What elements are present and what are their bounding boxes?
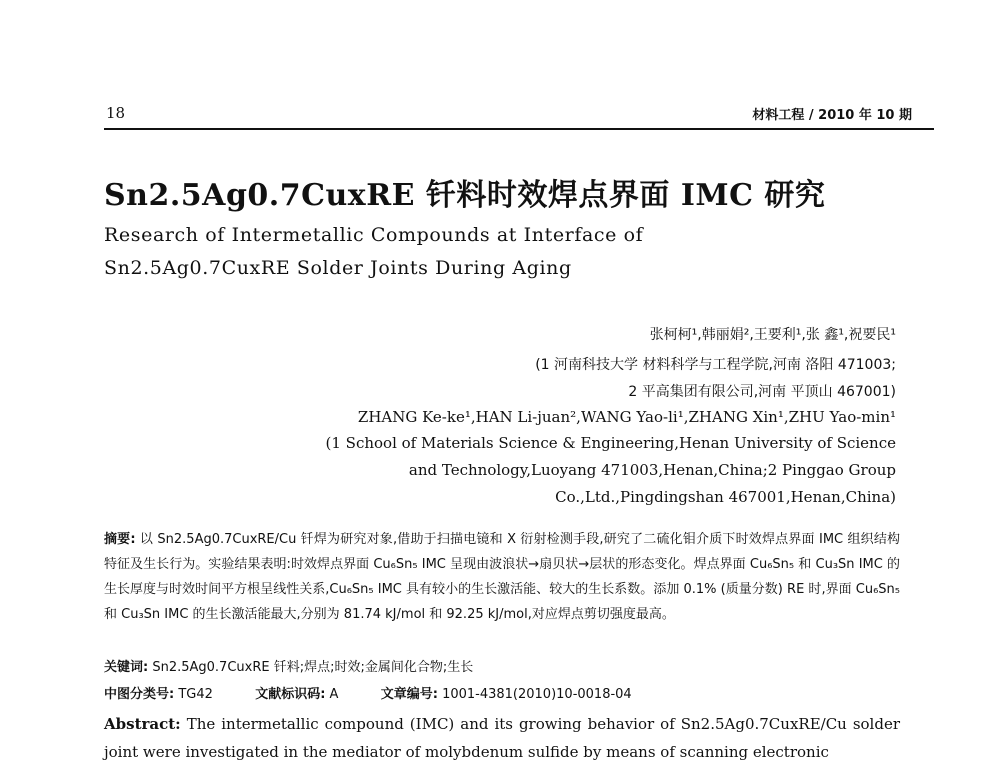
page-number: 18 xyxy=(106,104,126,122)
clc-value: TG42 xyxy=(178,687,213,702)
authors-english: ZHANG Ke-ke¹,HAN Li-juan²,WANG Yao-li¹,ZHANG Xin¹,ZHU Yao-min¹ xyxy=(357,408,896,426)
keywords-line xyxy=(104,656,473,675)
abstract-chinese-text: 以 Sn2.5Ag0.7CuxRE/Cu 钎焊为研究对象,借助于扫描电镜和 X 衍射检测手段,研究了二硫化钼介质下时效焊点界面 IMC 组织结构特征及生长行为。实验结果表明:时效焊点界面 Cu₆Sn₅ IMC 呈现由波浪状→扇贝状→层状的形态变化。焊点界面 Cu₆Sn₅ 和 Cu₃Sn IMC 的生长厚度与时效时间平方根呈线性关系,Cu₆Sn₅ IMC 具有较小的生长激活能、较大的生长系数。添加 0.1% (质量分数) RE 时,界面 Cu₆Sn₅ 和 Cu₃Sn IMC 的生长激活能最大,分别为 81.74 kJ/mol 和 92.25 kJ/mol,对应焊点剪切强度最高。 xyxy=(104,532,901,622)
title-english-line2: Sn2.5Ag0.7CuxRE Solder Joints During Aging xyxy=(104,257,572,279)
affiliation-english-line1: (1 School of Materials Science & Engineering,Henan University of Science xyxy=(325,434,896,452)
keywords-label: 关键词: xyxy=(104,660,149,675)
article-number-label: 文章编号: xyxy=(380,687,438,702)
affiliation-english-line3: Co.,Ltd.,Pingdingshan 467001,Henan,China) xyxy=(555,488,896,506)
abstract-english-text: The intermetallic compound (IMC) and its growing behavior of Sn2.5Ag0.7CuxRE/Cu solder joint were investigated in the mediator of molybdenum sulfide by means of scanning electronic xyxy=(104,715,900,761)
document-code-value: A xyxy=(329,687,339,702)
affiliation-english-line2: and Technology,Luoyang 471003,Henan,China;2 Pinggao Group xyxy=(408,461,896,479)
authors-chinese: 张柯柯¹,韩丽娟²,王要利¹,张 鑫¹,祝要民¹ xyxy=(649,327,896,343)
header-rule xyxy=(104,128,934,130)
clc-label: 中图分类号: xyxy=(104,687,175,702)
title-english-line1: Research of Intermetallic Compounds at Interface of xyxy=(104,224,644,246)
affiliation-chinese-line1: (1 河南科技大学 材料科学与工程学院,河南 洛阳 471003; xyxy=(535,357,896,373)
journal-header: 材料工程 / 2010 年 10 期 xyxy=(752,108,912,123)
abstract-chinese-label: 摘要: xyxy=(104,532,136,547)
abstract-english xyxy=(104,710,900,766)
title-chinese: Sn2.5Ag0.7CuxRE 钎料时效焊点界面 IMC 研究 xyxy=(104,178,826,213)
document-code-label: 文献标识码: xyxy=(255,687,326,702)
abstract-english-label: Abstract: xyxy=(104,715,181,733)
classification-line xyxy=(104,683,632,702)
abstract-chinese xyxy=(104,527,900,627)
affiliation-chinese-line2: 2 平高集团有限公司,河南 平顶山 467001) xyxy=(628,384,896,400)
article-number-value: 1001-4381(2010)10-0018-04 xyxy=(442,687,632,702)
keywords-text: Sn2.5Ag0.7CuxRE 钎料;焊点;时效;金属间化合物;生长 xyxy=(152,660,474,675)
